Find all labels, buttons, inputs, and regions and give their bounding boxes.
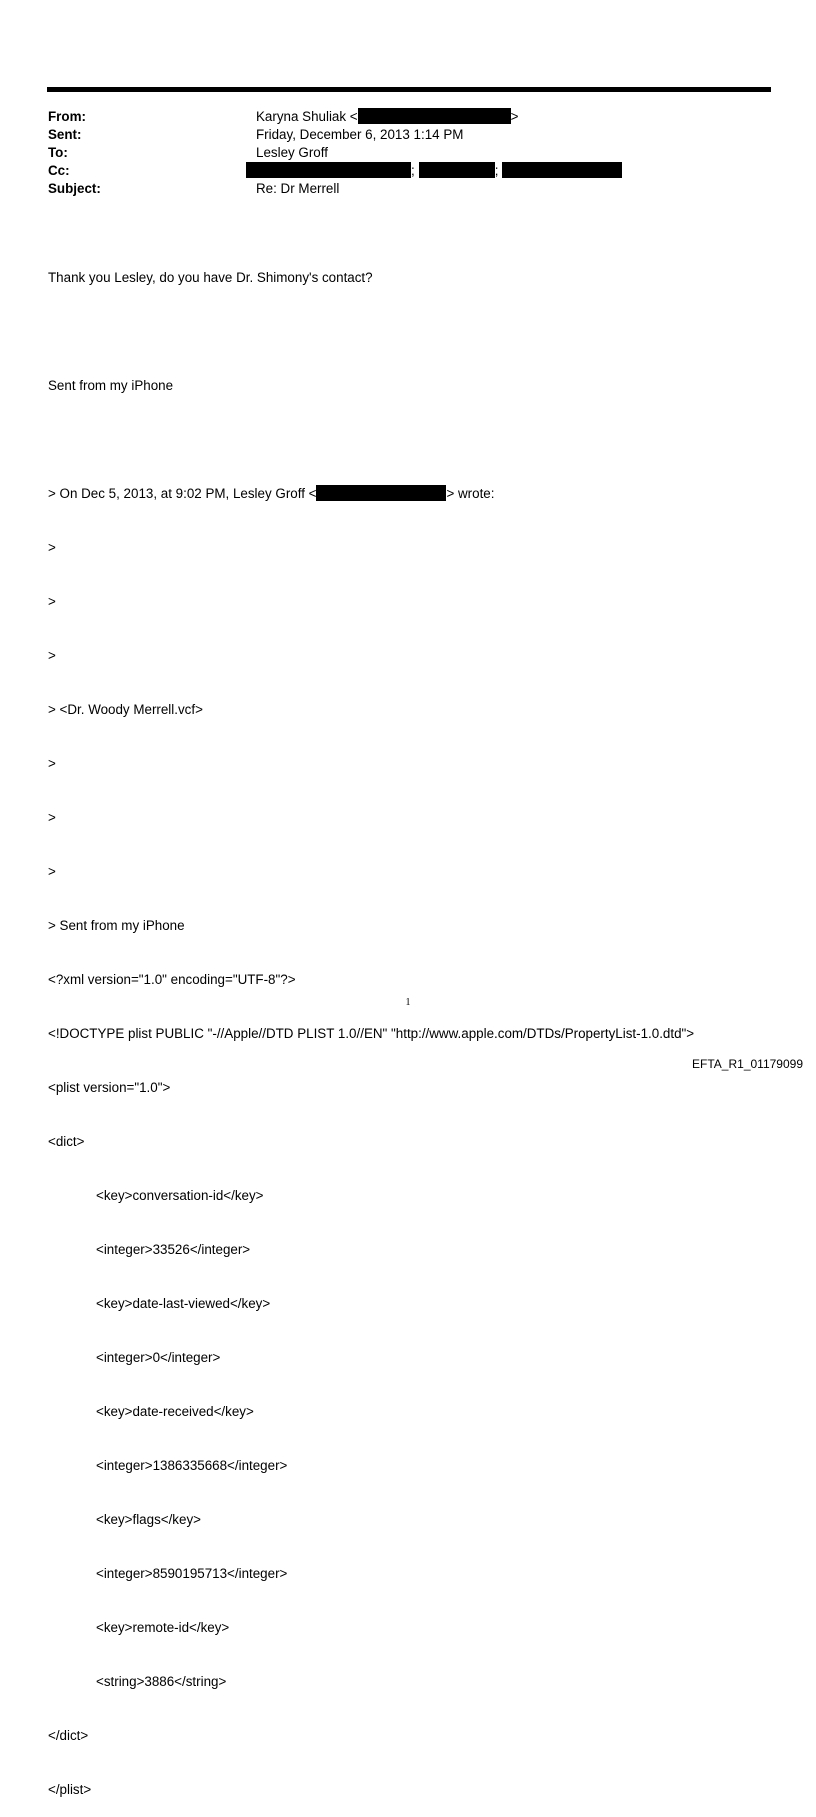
cc-separator-2: ;	[494, 163, 499, 178]
sent-value: Friday, December 6, 2013 1:14 PM	[256, 127, 464, 142]
quote-sent-line: > Sent from my iPhone	[48, 918, 185, 933]
xml-line: <dict>	[48, 1134, 85, 1149]
dict-line: <key>conversation-id</key>	[96, 1188, 264, 1203]
quote-line: >	[48, 648, 56, 663]
xml-closing-line: </plist>	[48, 1782, 92, 1797]
from-name: Karyna Shuliak <	[256, 109, 358, 124]
cc-row	[48, 162, 768, 180]
redaction-quote-email	[316, 485, 446, 501]
sent-label: Sent:	[48, 127, 82, 142]
to-row	[48, 144, 768, 162]
dict-line: <integer>33526</integer>	[96, 1242, 251, 1257]
subject-row	[48, 180, 768, 198]
dict-line: <key>date-last-viewed</key>	[96, 1296, 271, 1311]
to-value: Lesley Groff	[256, 145, 328, 160]
redaction-cc-2	[419, 162, 495, 178]
email-body	[48, 233, 768, 1817]
quote-line: >	[48, 756, 56, 771]
redaction-cc-1	[246, 162, 411, 178]
to-label: To:	[48, 145, 68, 160]
body-line-sent-from: Sent from my iPhone	[48, 378, 174, 393]
from-close: >	[510, 109, 519, 124]
quote-line: >	[48, 594, 56, 609]
quote-header-pre: > On Dec 5, 2013, at 9:02 PM, Lesley Groff <	[48, 486, 317, 501]
xml-line: <?xml version="1.0" encoding="UTF-8"?>	[48, 972, 296, 987]
dict-line: <key>flags</key>	[96, 1512, 201, 1527]
quote-line: >	[48, 864, 56, 879]
from-row	[48, 108, 768, 126]
email-headers	[48, 108, 768, 198]
top-rule	[47, 87, 771, 92]
dict-line: <integer>8590195713</integer>	[96, 1566, 288, 1581]
sent-row	[48, 126, 768, 144]
quote-header-post: > wrote:	[446, 486, 495, 501]
body-line-thanks: Thank you Lesley, do you have Dr. Shimony's contact?	[48, 270, 373, 285]
from-value	[256, 108, 518, 126]
quote-line: >	[48, 540, 56, 555]
redaction-cc-3	[502, 162, 622, 178]
subject-value: Re: Dr Merrell	[256, 181, 340, 196]
xml-line: <!DOCTYPE plist PUBLIC "-//Apple//DTD PLIST 1.0//EN" "http://www.apple.com/DTDs/PropertyList-1.0.dtd">	[48, 1026, 695, 1041]
cc-separator-1: ;	[411, 163, 415, 178]
redaction-from-email	[358, 108, 511, 124]
quote-header-line	[48, 485, 768, 503]
cc-label: Cc:	[48, 163, 70, 178]
xml-line: <plist version="1.0">	[48, 1080, 171, 1095]
subject-label: Subject:	[48, 181, 101, 196]
page-number: 1	[405, 997, 411, 1008]
document-id: EFTA_R1_01179099	[692, 1057, 803, 1071]
dict-line: <integer>0</integer>	[96, 1350, 221, 1365]
from-label: From:	[48, 109, 86, 124]
dict-line: <key>date-received</key>	[96, 1404, 254, 1419]
cc-value	[246, 162, 622, 180]
quote-line: >	[48, 810, 56, 825]
attachment-line: > <Dr. Woody Merrell.vcf>	[48, 702, 203, 717]
dict-line: <key>remote-id</key>	[96, 1620, 230, 1635]
xml-closing-line: </dict>	[48, 1728, 89, 1743]
dict-line: <integer>1386335668</integer>	[96, 1458, 288, 1473]
dict-line: <string>3886</string>	[96, 1674, 227, 1689]
